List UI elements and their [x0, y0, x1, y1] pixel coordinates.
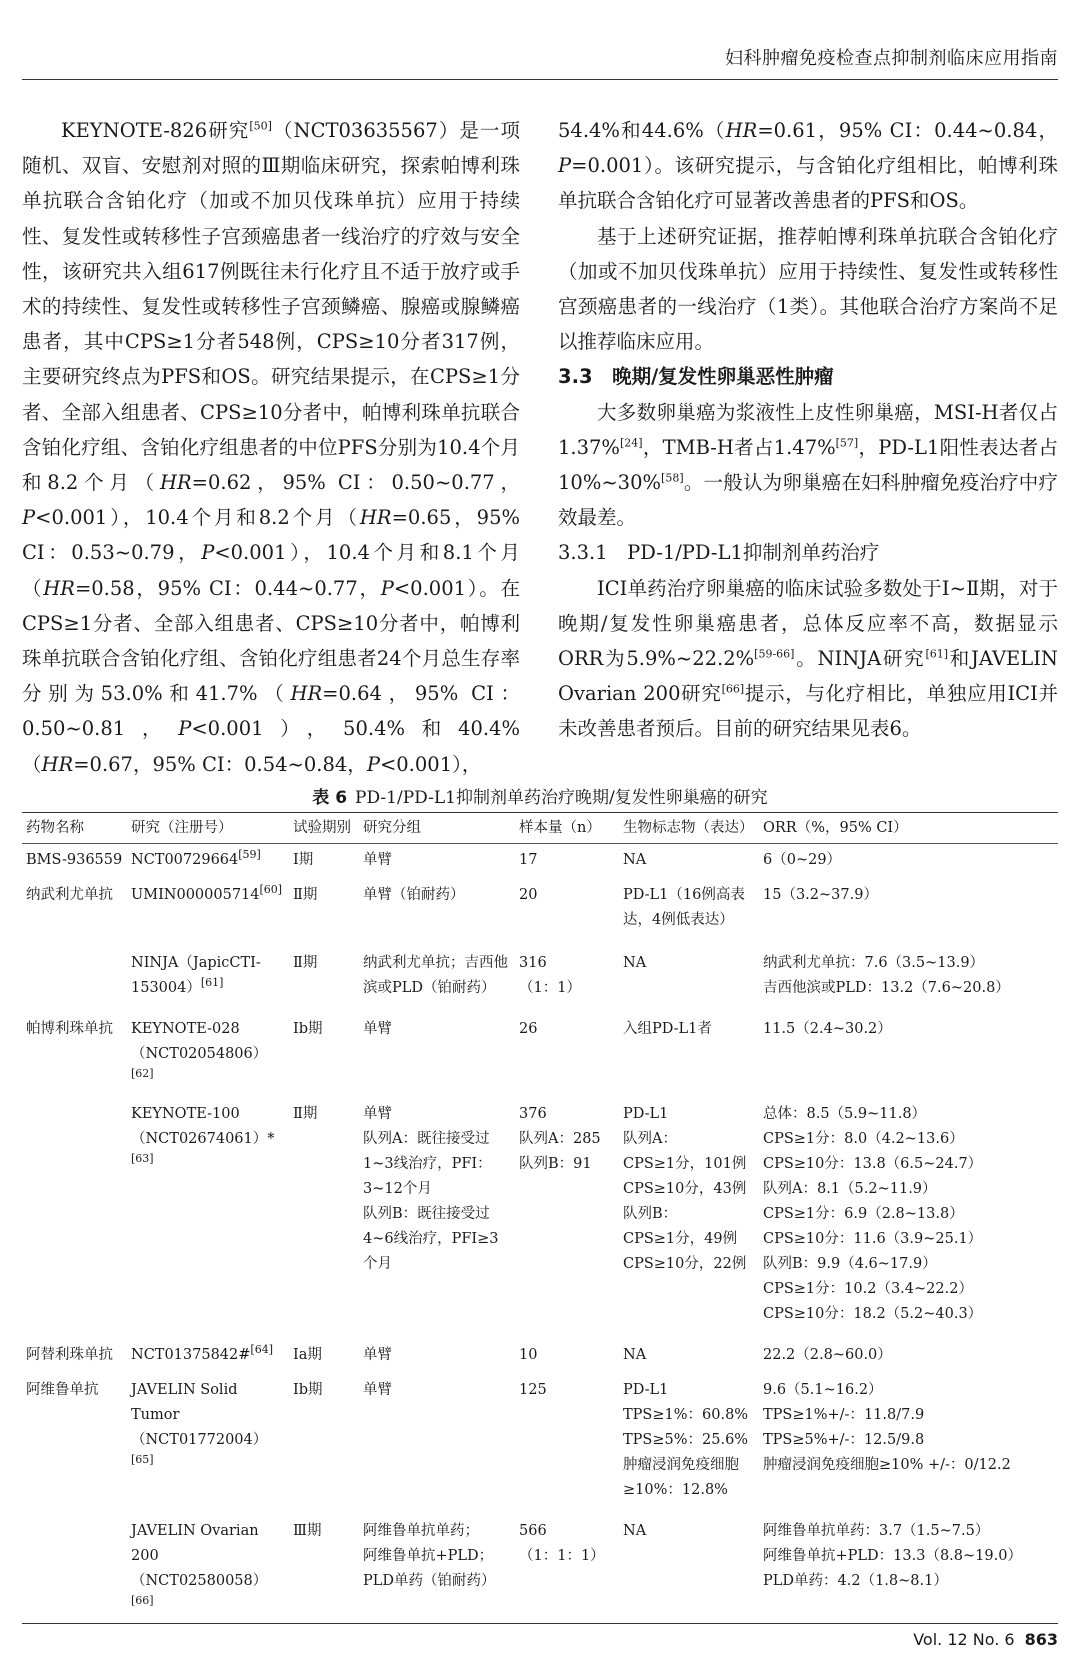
groups-cell: [359, 1339, 515, 1372]
citation: [66]: [721, 682, 745, 696]
study-id: JAVELIN Ovarian 200（NCT02580058）: [131, 1523, 268, 1589]
drug-name-cell: 帕博利珠单抗: [26, 1021, 113, 1037]
cell-line: PD-L1: [623, 1382, 669, 1398]
cell-line: 17: [519, 852, 538, 868]
groups-cell: [359, 844, 515, 878]
biomarker-cell: [619, 877, 759, 945]
column-header: 样本量（n）: [515, 813, 619, 844]
cell-line: （1：1：1）: [519, 1548, 605, 1564]
cell-line: CPS≥1分，49例: [623, 1231, 738, 1247]
cell-line: TPS≥1%+/-：11.8/7.9: [763, 1407, 925, 1423]
drug-name-cell: 阿替利珠单抗: [26, 1347, 113, 1363]
study-cell: [127, 1096, 289, 1339]
phase-cell: Ⅲ期: [293, 1523, 322, 1539]
phase-cell: Ⅰa期: [293, 1347, 322, 1363]
citation: [62]: [131, 1067, 154, 1081]
cell-line: 总体：8.5（5.9~11.8）: [763, 1106, 927, 1122]
citation: [24]: [619, 436, 643, 450]
study-cell: [127, 1515, 289, 1624]
journal-title: 妇科肿瘤免疫检查点抑制剂临床应用指南: [725, 48, 1058, 69]
groups-cell: [359, 945, 515, 1013]
cell-line: 队列A：8.1（5.2~11.9）: [763, 1181, 937, 1197]
groups-cell: [359, 1013, 515, 1096]
cell-line: 队列A：285: [519, 1131, 601, 1147]
cell-line: （1：1）: [519, 980, 581, 996]
cell-line: 单臂: [363, 1021, 392, 1037]
cell-line: 肿瘤浸润免疫细胞≥10%：12.8%: [623, 1457, 739, 1498]
cell-line: 单臂: [363, 852, 392, 868]
orr-cell: [759, 1013, 1058, 1096]
citation: [61]: [200, 976, 224, 990]
orr-cell: [759, 945, 1058, 1013]
cell-line: NA: [623, 1523, 647, 1539]
cell-line: CPS≥10分，43例: [623, 1181, 747, 1197]
cell-line: 纳武利尤单抗；吉西他滨或PLD（铂耐药）: [363, 955, 508, 996]
phase-cell: Ⅱ期: [293, 1106, 318, 1122]
cell-line: 单臂: [363, 1106, 392, 1122]
study-id: UMIN000005714: [131, 887, 260, 903]
citation: [64]: [250, 1343, 273, 1357]
study-cell: [127, 1372, 289, 1515]
drug-name-cell: 纳武利尤单抗: [26, 887, 113, 903]
subsection-heading: 3.3.1 PD-1/PD-L1抑制剂单药治疗: [558, 541, 880, 565]
sample-size-cell: [515, 844, 619, 878]
cell-line: 9.6（5.1~16.2）: [763, 1382, 883, 1398]
biomarker-cell: [619, 1515, 759, 1624]
column-header: 药物名称: [22, 813, 127, 844]
orr-cell: [759, 1339, 1058, 1372]
cell-line: CPS≥1分：10.2（3.4~22.2）: [763, 1281, 973, 1297]
drug-name-cell: [22, 1515, 127, 1624]
sample-size-cell: [515, 1013, 619, 1096]
paragraph-keynote-826: KEYNOTE-826研究[50]（NCT03635567）是一项随机、双盲、安慰剂对照的Ⅲ期临床研究，探索帕博利珠单抗联合含铂化疗（加或不加贝伐珠单抗）应用于持续性、复发性或转移性子宫颈癌患者一线治疗的疗效与安全性，该研究共入组617例既往未行化疗且不适于放疗或手术的持续性、复发性或转移性子宫颈鳞癌、腺癌或腺鳞癌患者，其中CPS≥1分者548例，CPS≥10分者317例，主要研究终点为PFS和OS。研究结果提示，在CPS≥1分者、全部入组患者、CPS≥10分者中，帕博利珠单抗联合含铂化疗组、含铂化疗组患者的中位PFS分别为10.4个月和8.2个月（HR=0.62，95% CI：0.50~0.77，P<0.001），10.4个月和8.2个月（HR=0.65，95% CI：0.53~0.79，P<0.001），10.4个月和8.1个月（HR=0.58，95% CI：0.44~0.77，P<0.001）。在CPS≥1分者、全部入组患者、CPS≥10分者中，帕博利珠单抗联合含铂化疗组、含铂化疗组患者24个月总生存率分别为53.0%和41.7%（HR=0.64，95% CI：0.50~0.81，P<0.001），50.4%和40.4%（HR=0.67，95% CI：0.54~0.84，P<0.001），: [22, 119, 520, 776]
citation: [59]: [238, 848, 261, 862]
cell-line: NA: [623, 852, 647, 868]
cell-line: 单臂: [363, 1347, 392, 1363]
cell-line: NA: [623, 955, 647, 971]
citation: [59-66]: [754, 647, 795, 661]
cell-line: 吉西他滨或PLD：13.2（7.6~20.8）: [763, 980, 1010, 996]
study-table: [22, 812, 1058, 1624]
sample-size-cell: [515, 1515, 619, 1624]
groups-cell: [359, 1096, 515, 1339]
drug-name-cell: [22, 945, 127, 1013]
study-cell: [127, 1013, 289, 1096]
phase-cell: Ⅱ期: [293, 887, 318, 903]
study-cell: [127, 844, 289, 878]
biomarker-cell: [619, 1339, 759, 1372]
biomarker-cell: [619, 1013, 759, 1096]
study-cell: [127, 877, 289, 945]
orr-cell: [759, 1096, 1058, 1339]
table-label: 表 6: [312, 788, 348, 808]
biomarker-cell: [619, 1096, 759, 1339]
cell-line: 队列A：: [623, 1131, 677, 1147]
left-column: [22, 113, 520, 782]
cell-line: 肿瘤浸润免疫细胞≥10% +/-：0/12.2: [763, 1457, 1011, 1473]
cell-line: 队列A：既往接受过1~3线治疗，PFI：3~12个月: [363, 1131, 492, 1197]
drug-name-cell: 阿维鲁单抗: [26, 1382, 99, 1398]
groups-cell: [359, 1515, 515, 1624]
cell-line: CPS≥10分：11.6（3.9~25.1）: [763, 1231, 983, 1247]
page-number: 863: [1024, 1630, 1058, 1649]
phase-cell: Ⅱ期: [293, 955, 318, 971]
cell-line: PLD单药：4.2（1.8~8.1）: [763, 1573, 948, 1589]
table-row: [22, 877, 1058, 945]
phase-cell: Ⅰ期: [293, 852, 314, 868]
paragraph-continuation: 54.4%和44.6%（HR=0.61，95% CI：0.44~0.84，P=0.001）。该研究提示，与含铂化疗组相比，帕博利珠单抗联合含铂化疗可显著改善患者的PFS和OS。: [558, 119, 1058, 213]
volume-info: Vol. 12 No. 6: [913, 1630, 1015, 1649]
cell-line: 20: [519, 887, 538, 903]
cell-line: NA: [623, 1347, 647, 1363]
biomarker-cell: [619, 844, 759, 878]
table-row: [22, 1515, 1058, 1624]
study-id: NCT01375842#: [131, 1347, 251, 1363]
study-id: KEYNOTE-028（NCT02054806）: [131, 1021, 268, 1062]
column-header: 研究（注册号）: [127, 813, 289, 844]
cell-line: 125: [519, 1382, 547, 1398]
drug-name-cell: [22, 1096, 127, 1339]
table-row: [22, 844, 1058, 878]
sample-size-cell: [515, 1372, 619, 1515]
groups-cell: [359, 877, 515, 945]
table-row: [22, 1339, 1058, 1372]
cell-line: CPS≥1分：6.9（2.8~13.8）: [763, 1206, 964, 1222]
orr-cell: [759, 1372, 1058, 1515]
paragraph-recommendation: 基于上述研究证据，推荐帕博利珠单抗联合含铂化疗（加或不加贝伐珠单抗）应用于持续性、复发性或转移性宫颈癌患者的一线治疗（1类）。其他联合治疗方案尚不足以推荐临床应用。: [558, 224, 1058, 354]
citation: [50]: [249, 119, 272, 133]
study-cell: [127, 945, 289, 1013]
citation: [60]: [259, 883, 283, 897]
cell-line: 队列B：既往接受过4~6线治疗，PFI≥3个月: [363, 1206, 499, 1272]
cell-line: PLD单药（铂耐药）: [363, 1573, 496, 1589]
cell-line: CPS≥10分：18.2（5.2~40.3）: [763, 1306, 983, 1322]
cell-line: 22.2（2.8~60.0）: [763, 1347, 892, 1363]
drug-name-cell: BMS-936559: [26, 852, 123, 868]
table-row: [22, 945, 1058, 1013]
cell-line: TPS≥5%+/-：12.5/9.8: [763, 1432, 925, 1448]
study-id: NCT00729664: [131, 852, 239, 868]
phase-cell: Ⅰb期: [293, 1382, 323, 1398]
cell-line: 376: [519, 1106, 547, 1122]
orr-cell: [759, 877, 1058, 945]
cell-line: CPS≥1分：8.0（4.2~13.6）: [763, 1131, 964, 1147]
biomarker-cell: [619, 1372, 759, 1515]
page-footer: [913, 1630, 1058, 1649]
column-header: ORR（%，95% CI）: [759, 813, 1058, 844]
column-header: 试验期别: [289, 813, 359, 844]
cell-line: CPS≥10分，22例: [623, 1256, 747, 1272]
cell-line: 纳武利尤单抗：7.6（3.5~13.9）: [763, 955, 985, 971]
cell-line: TPS≥1%：60.8%: [623, 1407, 749, 1423]
cell-line: 单臂（铂耐药）: [363, 887, 465, 903]
table-row: [22, 1372, 1058, 1515]
right-column: [558, 113, 1058, 747]
paragraph-ici-monotherapy: ICI单药治疗卵巢癌的临床试验多数处于Ⅰ~Ⅱ期，对于晚期/复发性卵巢癌患者，总体反应率不高，数据显示ORR为5.9%~22.2%[59-66]。NINJA研究[61]和JAVELIN Ovarian 200研究[66]提示，与化疗相比，单独应用ICI并未改善患者预后。目前的研究结果见表6。: [558, 576, 1058, 741]
citation: [66]: [131, 1594, 154, 1608]
cell-line: 阿维鲁单抗单药：3.7（1.5~7.5）: [763, 1523, 990, 1539]
cell-line: PD-L1: [623, 1106, 669, 1122]
orr-cell: [759, 844, 1058, 878]
sample-size-cell: [515, 945, 619, 1013]
cell-line: 单臂: [363, 1382, 392, 1398]
study-id: JAVELIN Solid Tumor（NCT01772004）: [131, 1382, 268, 1448]
cell-line: 566: [519, 1523, 547, 1539]
cell-line: 26: [519, 1021, 538, 1037]
column-header: 研究分组: [359, 813, 515, 844]
cell-line: 阿维鲁单抗单药；: [363, 1523, 479, 1539]
citation: [57]: [835, 436, 859, 450]
citation: [61]: [925, 647, 949, 661]
cell-line: CPS≥1分，101例: [623, 1156, 747, 1172]
cell-line: 11.5（2.4~30.2）: [763, 1021, 892, 1037]
groups-cell: [359, 1372, 515, 1515]
biomarker-cell: [619, 945, 759, 1013]
cell-line: 队列B：91: [519, 1156, 592, 1172]
cell-line: 入组PD-L1者: [623, 1021, 712, 1037]
cell-line: 15（3.2~37.9）: [763, 887, 878, 903]
study-id: KEYNOTE-100（NCT02674061）*: [131, 1106, 275, 1147]
table-row: [22, 1096, 1058, 1339]
cell-line: 10: [519, 1347, 538, 1363]
cell-line: 阿维鲁单抗+PLD；: [363, 1548, 494, 1564]
table-caption: [22, 783, 1058, 808]
phase-cell: Ⅰb期: [293, 1021, 323, 1037]
cell-line: CPS≥10分：13.8（6.5~24.7）: [763, 1156, 983, 1172]
page-header: [22, 0, 1058, 80]
sample-size-cell: [515, 877, 619, 945]
column-header: 生物标志物（表达）: [619, 813, 759, 844]
study-cell: [127, 1339, 289, 1372]
section-heading: 3.3 晚期/复发性卵巢恶性肿瘤: [558, 365, 834, 389]
study-id: NINJA（JapicCTI-153004）: [131, 955, 261, 996]
cell-line: TPS≥5%：25.6%: [623, 1432, 749, 1448]
table-title: PD-1/PD-L1抑制剂单药治疗晚期/复发性卵巢癌的研究: [355, 788, 768, 808]
paragraph-ovarian-intro: 大多数卵巢癌为浆液性上皮性卵巢癌，MSI-H者仅占1.37%[24]，TMB-H者占1.47%[57]，PD-L1阳性表达者占10%~30%[58]。一般认为卵巢癌在妇科肿瘤免疫治疗中疗效最差。: [558, 400, 1058, 530]
cell-line: PD-L1（16例高表达，4例低表达）: [623, 887, 745, 928]
sample-size-cell: [515, 1339, 619, 1372]
citation: [63]: [131, 1152, 154, 1166]
table-row: [22, 1013, 1058, 1096]
sample-size-cell: [515, 1096, 619, 1339]
cell-line: 队列B：: [623, 1206, 678, 1222]
citation: [58]: [661, 471, 684, 485]
cell-line: 316: [519, 955, 547, 971]
citation: [65]: [131, 1453, 154, 1467]
table-header-row: [22, 813, 1058, 844]
cell-line: 6（0~29）: [763, 852, 842, 868]
cell-line: 阿维鲁单抗+PLD：13.3（8.8~19.0）: [763, 1548, 1022, 1564]
orr-cell: [759, 1515, 1058, 1624]
cell-line: 队列B：9.9（4.6~17.9）: [763, 1256, 937, 1272]
